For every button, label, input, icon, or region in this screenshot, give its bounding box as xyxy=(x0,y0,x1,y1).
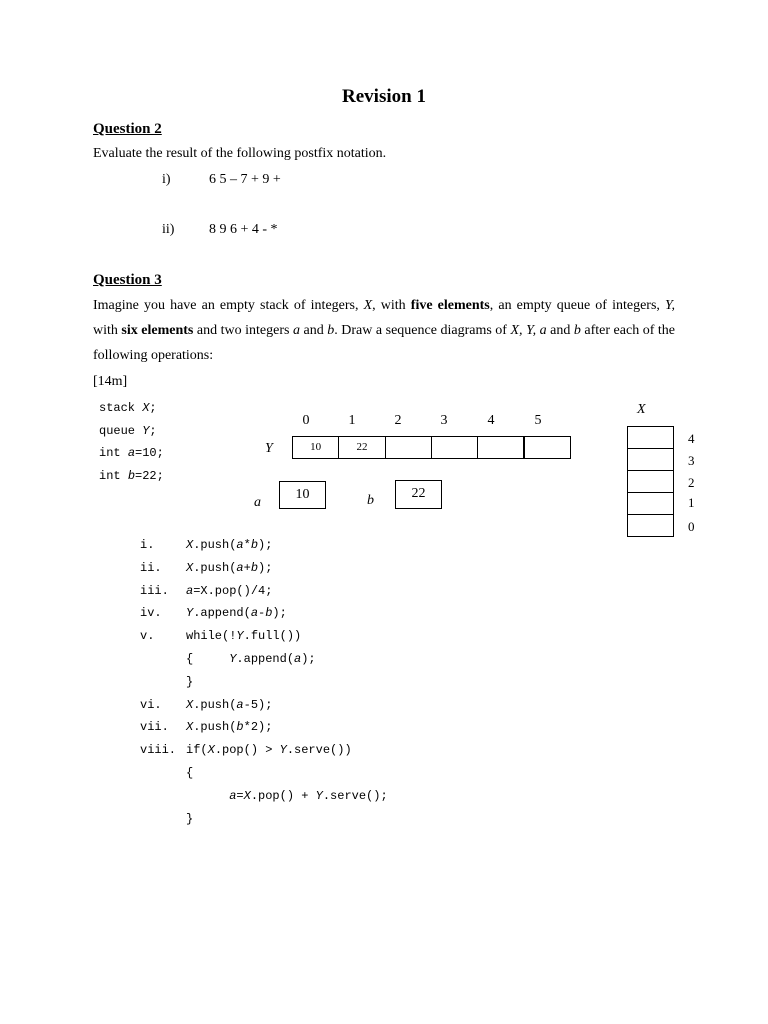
code-text: ); xyxy=(272,606,287,621)
q2-item-num: i) xyxy=(162,172,171,187)
var-b-box: 22 xyxy=(395,480,442,509)
code-variable: X xyxy=(186,538,194,552)
question-3-paragraph: Imagine you have an empty stack of integers, X, with five elements, an empty queue of integers, Y, with six elements and two integers a and b. Draw a sequence diagrams of X, Y, a and b after each of the following operations: xyxy=(93,298,676,363)
operation-line xyxy=(140,534,388,557)
page-title: Revision 1 xyxy=(342,86,426,107)
operation-line xyxy=(140,716,388,739)
queue-index: 4 xyxy=(487,413,495,428)
declaration-line xyxy=(99,442,164,465)
code-text: .push( xyxy=(193,720,237,735)
stack-label: X xyxy=(637,402,646,417)
var-a-box: 10 xyxy=(279,481,326,509)
code-text: ); xyxy=(258,560,273,575)
code-keyword: queue xyxy=(99,423,143,438)
question-2-heading: Question 2 xyxy=(93,121,162,137)
operation-line xyxy=(140,762,388,785)
question-2-intro: Evaluate the result of the following postfix notation. xyxy=(93,146,387,161)
code-text: =10; xyxy=(135,446,164,461)
declaration-line xyxy=(99,420,164,443)
operation-number: vii. xyxy=(140,720,169,735)
queue-cell xyxy=(431,436,478,459)
code-variable: X xyxy=(186,720,194,735)
stack-index: 2 xyxy=(688,475,695,490)
code-text: .serve()) xyxy=(286,743,352,758)
code-keyword: stack xyxy=(99,401,143,415)
code-text: } xyxy=(186,674,194,689)
code-variable: a xyxy=(236,560,244,575)
queue-label: Y xyxy=(265,441,273,456)
declaration-line xyxy=(99,397,164,420)
stack-cell xyxy=(627,514,674,537)
var-a-label: a xyxy=(254,495,261,510)
code-text: .push( xyxy=(193,560,237,575)
code-variable: a xyxy=(236,697,244,712)
code-text: if( xyxy=(186,743,208,758)
stack-cell xyxy=(627,492,674,515)
code-text: ; xyxy=(149,401,157,415)
code-text: = xyxy=(236,788,244,803)
code-text: -5); xyxy=(243,697,273,712)
code-text: .pop() + xyxy=(250,788,316,803)
q2-item-num: ii) xyxy=(162,222,175,237)
queue-cell xyxy=(524,436,571,459)
code-variable: Y xyxy=(236,629,244,644)
declaration-line xyxy=(99,465,164,488)
code-text: + xyxy=(243,560,251,575)
operation-line xyxy=(140,602,388,625)
code-text: *2); xyxy=(243,720,273,735)
stack-cell xyxy=(627,448,674,471)
operation-number: vi. xyxy=(140,697,162,712)
code-text: =X.pop()/4; xyxy=(193,583,273,598)
stack-index: 0 xyxy=(688,519,695,534)
q2-item-expression: 8 9 6 + 4 - * xyxy=(209,222,278,237)
queue-index: 5 xyxy=(534,413,542,428)
operation-line xyxy=(140,671,388,694)
code-variable: b xyxy=(250,560,259,575)
queue-cell: 22 xyxy=(338,436,385,459)
operation-number: v. xyxy=(140,629,155,644)
code-text: { xyxy=(186,651,230,666)
code-text: .full()) xyxy=(243,629,302,644)
queue-index: 3 xyxy=(440,413,448,428)
code-text: .serve(); xyxy=(322,788,388,803)
code-variable: b xyxy=(265,606,273,621)
code-variable: Y xyxy=(186,606,194,621)
code-text: .pop() > xyxy=(214,743,280,758)
operation-line xyxy=(140,785,388,808)
operation-line xyxy=(140,694,388,717)
queue-cell xyxy=(385,436,432,459)
code-variable: Y xyxy=(279,743,287,758)
operation-line xyxy=(140,739,388,762)
code-variable: b xyxy=(236,720,244,735)
stack-index: 4 xyxy=(688,431,695,446)
code-text: .push( xyxy=(193,538,237,552)
code-variable: X xyxy=(186,697,194,712)
var-b-label: b xyxy=(367,493,374,508)
code-text: } xyxy=(186,811,194,826)
operation-number: i. xyxy=(140,538,155,552)
question-3-heading: Question 3 xyxy=(93,272,162,288)
queue-cell: 10 xyxy=(292,436,339,459)
code-variable: X xyxy=(142,401,150,415)
code-text: .append( xyxy=(236,651,295,666)
code-text: ); xyxy=(258,538,273,552)
queue-cell xyxy=(477,436,524,459)
operation-line xyxy=(140,580,388,603)
code-variable: a xyxy=(186,583,194,598)
operation-line xyxy=(140,648,388,671)
code-text: .push( xyxy=(193,697,237,712)
operation-number: viii. xyxy=(140,743,177,758)
code-variable: a xyxy=(127,446,136,461)
operation-number: iii. xyxy=(140,583,169,598)
stack-index: 1 xyxy=(688,495,695,510)
code-variable: X xyxy=(207,743,215,758)
code-variable: b xyxy=(127,469,136,484)
code-text: while(! xyxy=(186,629,237,644)
code-text: =22; xyxy=(135,469,164,484)
stack-cell xyxy=(627,470,674,493)
stack-index: 3 xyxy=(688,453,695,468)
code-text: - xyxy=(258,606,266,621)
code-text: { xyxy=(186,765,194,780)
code-text: ); xyxy=(301,651,316,666)
queue-index: 1 xyxy=(348,413,356,428)
code-text xyxy=(186,789,229,803)
operation-number: ii. xyxy=(140,560,162,575)
operation-line xyxy=(140,557,388,580)
operation-line xyxy=(140,625,388,648)
code-variable: a xyxy=(294,651,302,666)
code-variable: X xyxy=(186,560,194,575)
code-variable: Y xyxy=(142,423,150,438)
operation-line xyxy=(140,808,388,831)
code-keyword: int xyxy=(99,446,128,461)
code-variable: Y xyxy=(315,788,323,803)
operations-list xyxy=(140,534,388,830)
code-variable: a xyxy=(229,788,237,803)
marks-label: [14m] xyxy=(93,374,128,389)
code-keyword: int xyxy=(99,469,128,484)
code-variable: Y xyxy=(229,651,237,666)
stack-cell xyxy=(627,426,674,449)
q2-item-expression: 6 5 – 7 + 9 + xyxy=(209,172,281,187)
operation-number: iv. xyxy=(140,606,162,621)
queue-index: 2 xyxy=(394,413,402,428)
code-variable: a xyxy=(236,538,244,552)
code-variable: a xyxy=(250,606,259,621)
code-variable: X xyxy=(243,788,251,803)
queue-index: 0 xyxy=(302,413,310,428)
code-variable: b xyxy=(250,538,259,552)
code-text: .append( xyxy=(193,606,251,621)
declarations-block xyxy=(99,397,164,488)
code-text: ; xyxy=(149,423,157,438)
code-text: * xyxy=(243,538,251,552)
